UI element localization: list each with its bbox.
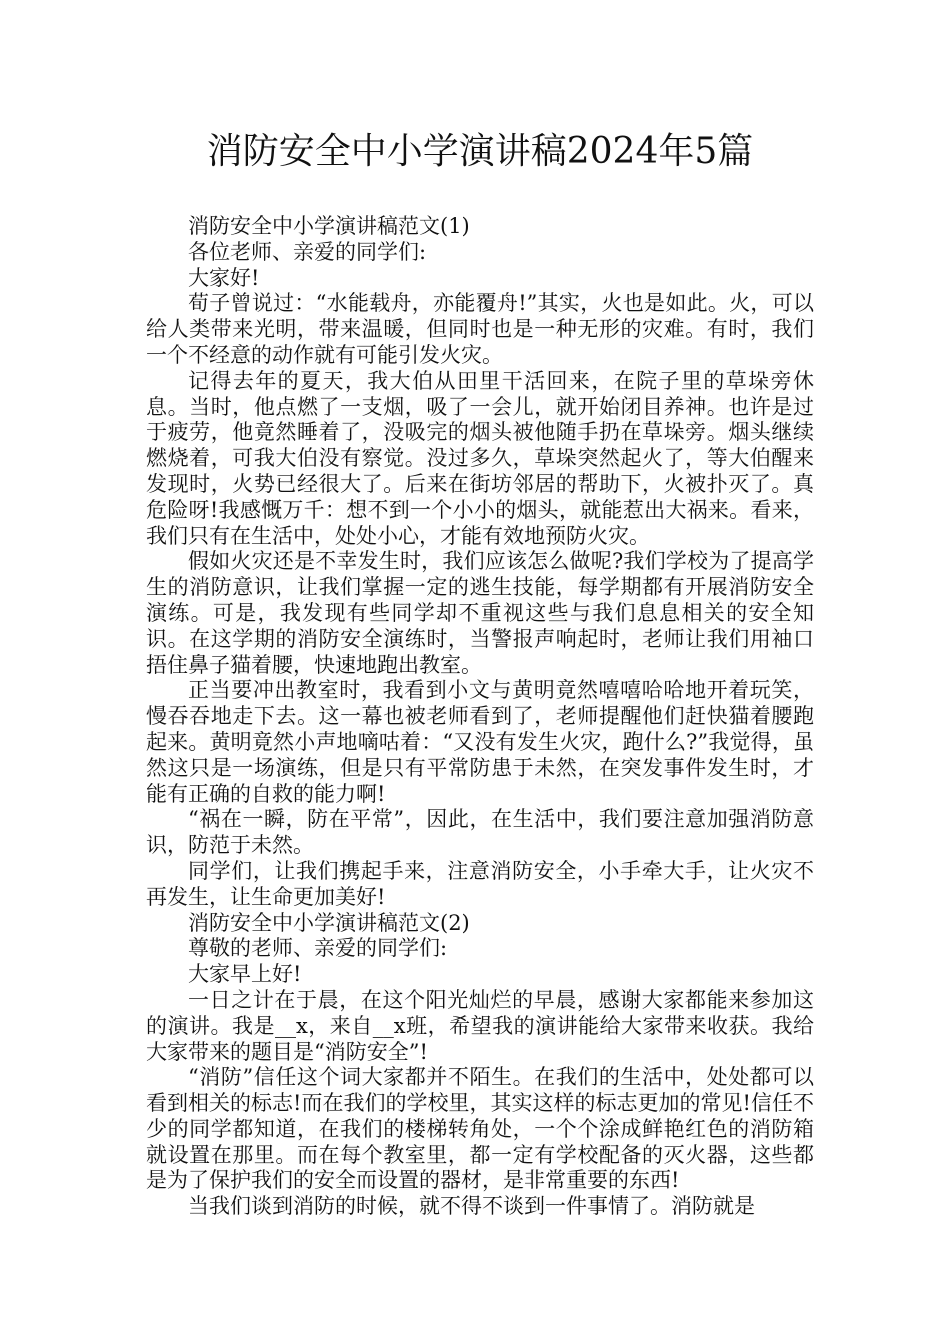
body-paragraph: 假如火灾还是不幸发生时，我们应该怎么做呢?我们学校为了提高学生的消防意识，让我们掌握一定的逃生技能，每学期都有开展消防安全演练。可是，我发现有些同学却不重视这些与我们息息相关的安全知识。在这学期的消防安全演练时，当警报声响起时，老师让我们用袖口捂住鼻子猫着腰，快速地跑出教室。 — [146, 549, 814, 677]
body-paragraph: 当我们谈到消防的时候，就不得不谈到一件事情了。消防就是 — [188, 1194, 755, 1219]
document-page — [146, 126, 814, 1220]
salutation: 尊敬的老师、亲爱的同学们: — [188, 936, 448, 961]
salutation: 各位老师、亲爱的同学们: — [188, 239, 427, 264]
body-paragraph: 记得去年的夏天，我大伯从田里干活回来，在院子里的草垛旁休息。当时，他点燃了一支烟，吸了一会儿，就开始闭目养神。也许是过于疲劳，他竟然睡着了，没吸完的烟头被他随手扔在草垛旁。烟头继续燃烧着，可我大伯没有察觉。没过多久，草垛突然起火了，等大伯醒来发现时，火势已经很大了。后来在街坊邻居的帮助下，火被扑灭了。真危险呀!我感慨万千：想不到一个小小的烟头，就能惹出大祸来。看来，我们只有在生活中，处处小心，才能有效地预防火灾。 — [146, 368, 814, 548]
body-paragraph: 同学们，让我们携起手来，注意消防安全，小手牵大手，让火灾不再发生，让生命更加美好! — [146, 858, 814, 909]
document-body — [146, 214, 814, 1220]
greeting: 大家早上好! — [188, 962, 302, 987]
body-paragraph: 正当要冲出教室时，我看到小文与黄明竟然嘻嘻哈哈地开着玩笑，慢吞吞地走下去。这一幕也被老师看到了，老师提醒他们赶快猫着腰跑起来。黄明竟然小声地嘀咕着：“又没有发生火灾，跑什么?”我觉得，虽然这只是一场演练，但是只有平常防患于未然，在突发事件发生时，才能有正确的自救的能力啊! — [146, 678, 814, 806]
body-paragraph: “祸在一瞬，防在平常”，因此，在生活中，我们要注意加强消防意识，防范于未然。 — [146, 807, 814, 858]
greeting: 大家好! — [188, 265, 260, 290]
body-paragraph: “消防”信任这个词大家都并不陌生。在我们的生活中，处处都可以看到相关的标志!而在我们的学校里，其实这样的标志更加的常见!信任不少的同学都知道，在我们的楼梯转角处，一个个涂成鲜艳红色的消防箱就设置在那里。而在每个教室里，都一定有学校配备的灭火器，这些都是为了保护我们的安全而设置的器材，是非常重要的东西! — [146, 1065, 814, 1193]
heading-speech-1: 消防安全中小学演讲稿范文(1) — [188, 214, 470, 238]
document-title: 消防安全中小学演讲稿2024年5篇 — [206, 131, 754, 172]
body-paragraph: 一日之计在于晨，在这个阳光灿烂的早晨，感谢大家都能来参加这的演讲。我是__x，来自__x班，希望我的演讲能给大家带来收获。我给大家带来的题目是“消防安全”! — [146, 987, 814, 1064]
body-paragraph: 荀子曾说过：“水能载舟，亦能覆舟!”其实，火也是如此。火，可以给人类带来光明，带来温暖，但同时也是一种无形的灾难。有时，我们一个不经意的动作就有可能引发火灾。 — [146, 291, 814, 367]
heading-speech-2: 消防安全中小学演讲稿范文(2) — [188, 910, 470, 935]
